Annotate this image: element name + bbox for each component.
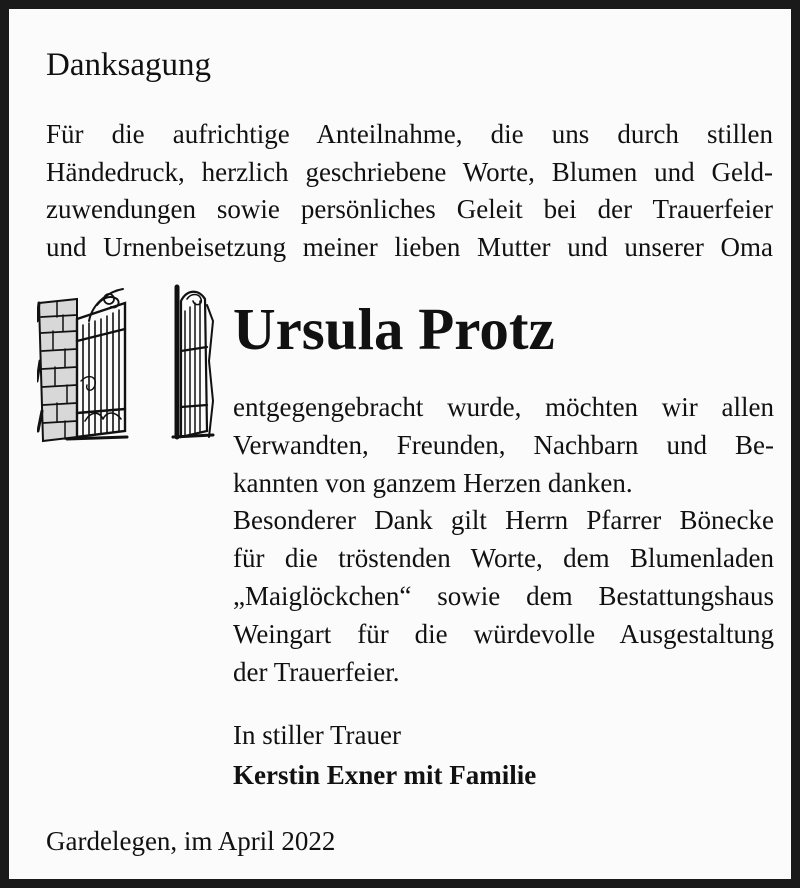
intro-line: Händedruck, herzlich geschriebene Worte, Blumen und Geld- <box>46 156 773 187</box>
body-line: Verwandten, Freunden, Nachbarn und Be- <box>233 429 774 460</box>
intro-paragraph <box>46 116 773 266</box>
body-line: „Maiglöckchen“ sowie dem Bestattungshaus <box>233 580 774 611</box>
intro-line: Für die aufrichtige Anteilnahme, die uns durch stillen <box>46 119 773 149</box>
open-garden-gate-icon <box>37 281 215 449</box>
signature: Kerstin Exner mit Familie <box>233 760 537 790</box>
body-line: der Trauerfeier. <box>233 656 400 687</box>
notice-heading: Danksagung <box>46 47 211 83</box>
body-line: entgegengebracht wurde, möchten wir allen <box>233 392 774 422</box>
body-line: kannten von ganzem Herzen danken. <box>233 467 633 498</box>
thanks-paragraph <box>233 389 774 691</box>
body-line: Weingart für die würdevolle Ausgestaltung <box>233 618 774 649</box>
place-and-date: Gardelegen, im April 2022 <box>46 826 336 856</box>
body-line: Besonderer Dank gilt Herrn Pfarrer Bönecke <box>233 505 774 536</box>
closing-phrase: In stiller Trauer <box>233 720 401 750</box>
intro-line: zuwendungen sowie persönliches Geleit bei der Trauerfeier <box>46 194 773 224</box>
deceased-name: Ursula Protz <box>233 296 555 362</box>
intro-line: und Urnenbeisetzung meiner lieben Mutter und unserer Oma <box>46 231 773 262</box>
body-line: für die tröstenden Worte, dem Blumenladen <box>233 543 774 574</box>
